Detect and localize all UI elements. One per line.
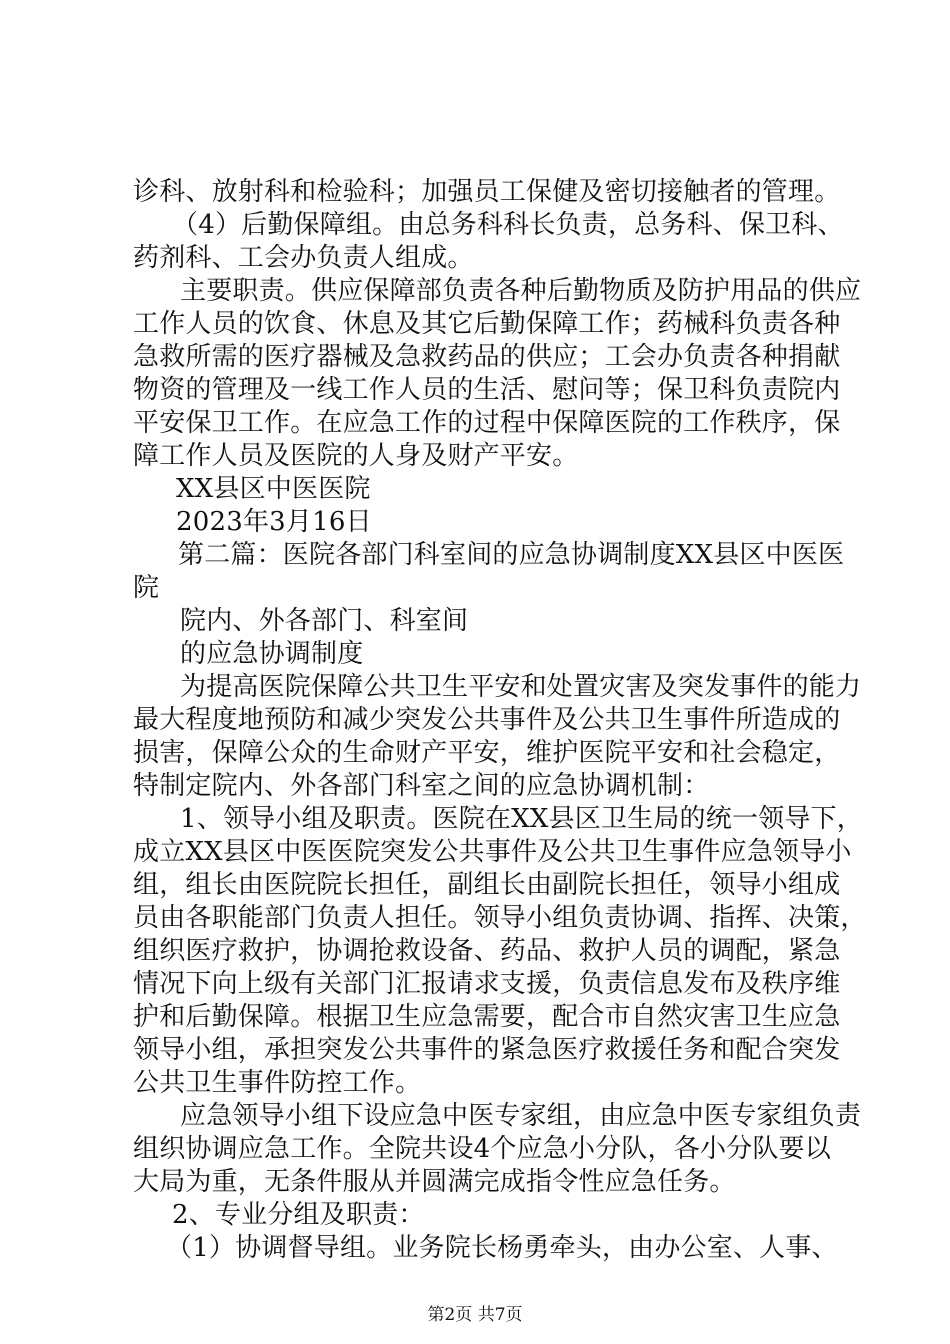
text-line: 急救所需的医疗器械及急救药品的供应；工会办负责各种捐献 (133, 342, 841, 372)
text-line: 特制定院内、外各部门科室之间的应急协调机制： (133, 771, 710, 801)
text-line: 工作人员的饮食、休息及其它后勤保障工作；药械科负责各种 (133, 309, 841, 339)
text-line: 情况下向上级有关部门汇报请求支援，负责信息发布及秩序维 (133, 969, 841, 999)
document-title: 院内、外各部门、科室间 (180, 606, 469, 636)
text-line: 应急领导小组下设应急中医专家组，由应急中医专家组负责 (180, 1101, 862, 1131)
text-line: 药剂科、工会办负责人组成。 (133, 243, 474, 273)
document-title: 的应急协调制度 (180, 639, 364, 669)
text-line: 诊科、放射科和检验科；加强员工保健及密切接触者的管理。 (133, 177, 841, 207)
text-line: 大局为重，无条件服从并圆满完成指令性应急任务。 (133, 1167, 736, 1197)
text-line: 公共卫生事件防控工作。 (133, 1068, 422, 1098)
text-line: 2、专业分组及职责： (172, 1200, 425, 1230)
text-line: 护和后勤保障。根据卫生应急需要，配合市自然灾害卫生应急 (133, 1002, 841, 1032)
text-line: （1）协调督导组。业务院长杨勇牵头，由办公室、人事、 (166, 1233, 838, 1263)
text-line: 组织协调应急工作。全院共设4个应急小分队，各小分队要以 (133, 1134, 831, 1164)
text-line: 损害，保障公众的生命财产平安，维护医院平安和社会稳定， (133, 738, 841, 768)
text-line: 组，组长由医院院长担任，副组长由副院长担任，领导小组成 (133, 870, 841, 900)
text-line: 主要职责。供应保障部负责各种后勤物质及防护用品的供应 (180, 276, 862, 306)
text-line: 员由各职能部门负责人担任。领导小组负责协调、指挥、决策， (133, 903, 867, 933)
signature-org: XX县区中医医院 (176, 474, 371, 504)
text-line: 物资的管理及一线工作人员的生活、慰问等；保卫科负责院内 (133, 375, 841, 405)
text-line: （4）后勤保障组。由总务科科长负责，总务科、保卫科、 (172, 210, 844, 240)
section-heading: 第二篇：医院各部门科室间的应急协调制度XX县区中医医 (178, 540, 845, 570)
text-line: 障工作人员及医院的人身及财产平安。 (133, 441, 579, 471)
section-heading: 院 (133, 573, 160, 603)
text-line: 平安保卫工作。在应急工作的过程中保障医院的工作秩序，保 (133, 408, 841, 438)
page-number-footer: 第2页 共7页 (427, 1305, 523, 1325)
text-line: 最大程度地预防和减少突发公共事件及公共卫生事件所造成的 (133, 705, 841, 735)
text-line: 领导小组，承担突发公共事件的紧急医疗救援任务和配合突发 (133, 1035, 841, 1065)
signature-date: 2023年3月16日 (176, 507, 372, 537)
text-line: 为提高医院保障公共卫生平安和处置灾害及突发事件的能力 (180, 672, 862, 702)
text-line: 组织医疗救护，协调抢救设备、药品、救护人员的调配，紧急 (133, 936, 841, 966)
text-line: 1、领导小组及职责。医院在XX县区卫生局的统一领导下， (180, 804, 863, 834)
text-line: 成立XX县区中医医院突发公共事件及公共卫生事件应急领导小 (133, 837, 852, 867)
